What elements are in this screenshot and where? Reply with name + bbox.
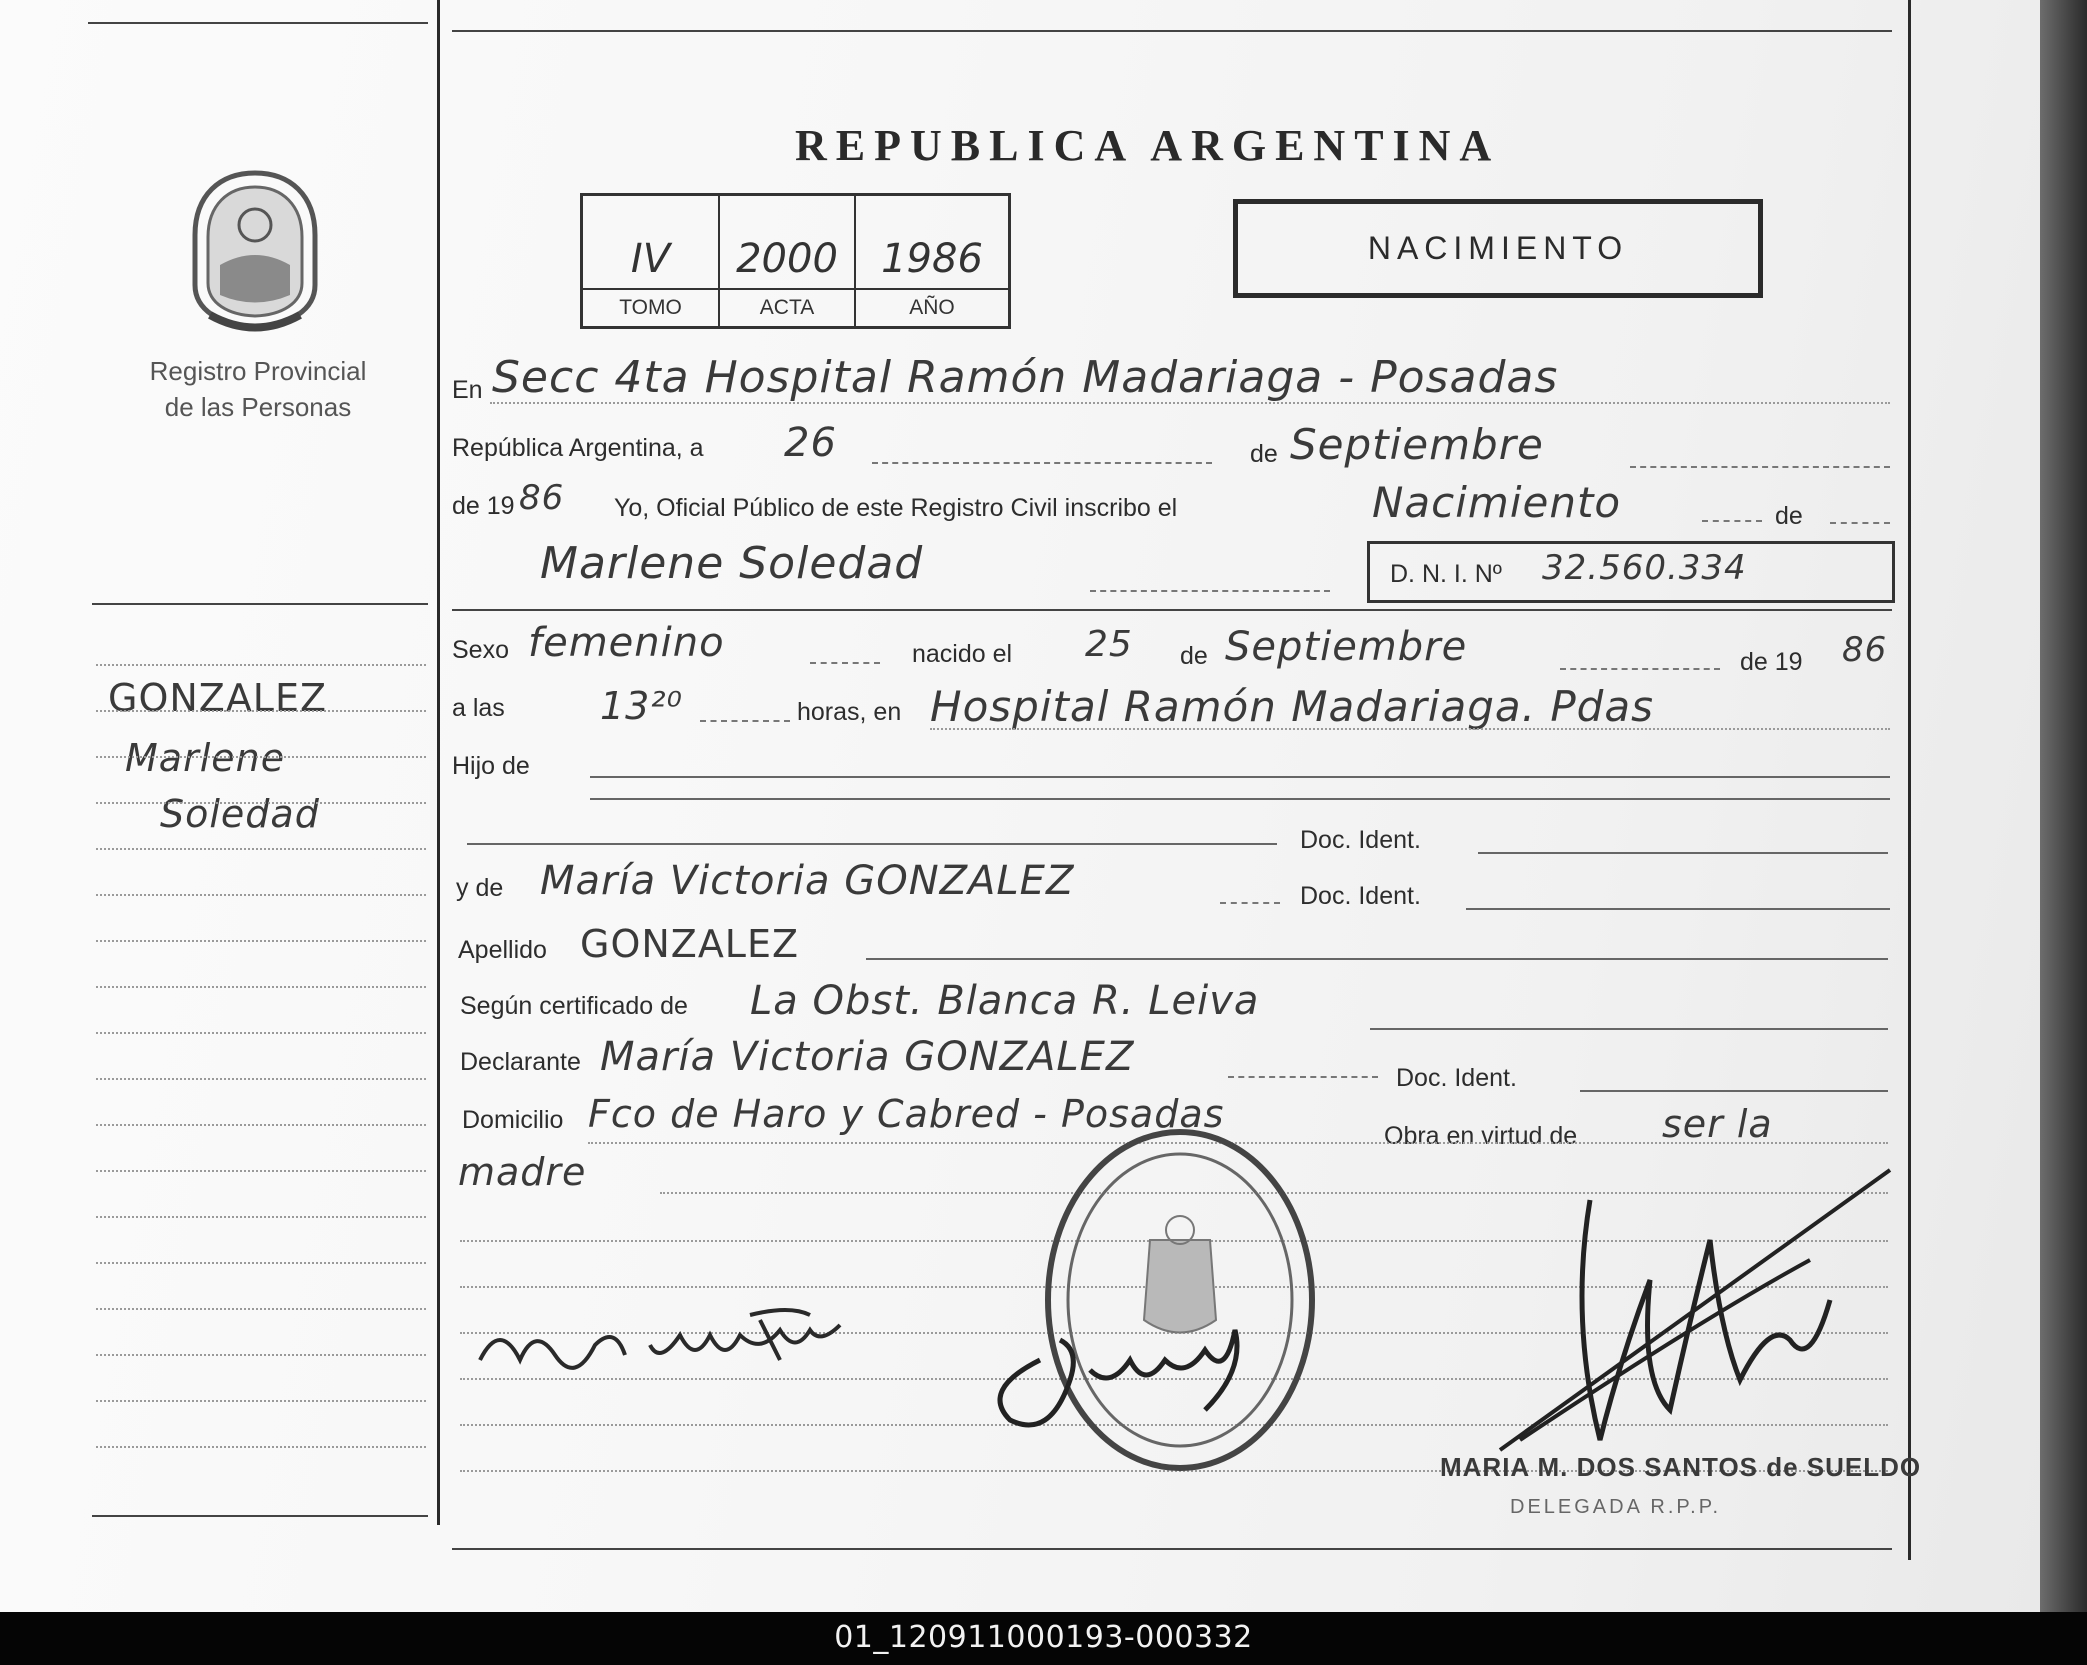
sexo-label: Sexo — [452, 636, 509, 664]
obra-label: Obra en virtud de — [1384, 1122, 1578, 1150]
de-anio-label: de 19 — [452, 492, 515, 520]
madre-value: María Victoria GONZALEZ — [540, 858, 1075, 904]
yo-oficial-label: Yo, Oficial Público de este Registro Civil inscribo el — [614, 494, 1178, 522]
en-label: En — [452, 376, 483, 404]
virtud-value: ser la — [1662, 1102, 1773, 1146]
margin-middlename: Soledad — [160, 792, 320, 836]
dia-inscripcion-value: 26 — [784, 420, 837, 466]
footer-bar — [0, 1612, 2087, 1665]
dni-value: 32.560.334 — [1542, 548, 1747, 588]
apellido-value: GONZALEZ — [580, 922, 800, 966]
dni-label: D. N. I. Nº — [1390, 560, 1502, 588]
domicilio-value: Fco de Haro y Cabred - Posadas — [588, 1092, 1225, 1136]
apellido-label: Apellido — [458, 936, 547, 964]
sexo-value: femenino — [528, 620, 725, 666]
de-nombre-label: de — [1775, 502, 1803, 530]
page-edge-shadow — [2040, 0, 2087, 1612]
mes-nacimiento-value: Septiembre — [1225, 624, 1468, 670]
bottom-rule-right — [452, 1548, 1892, 1550]
hora-value: 13²⁰ — [600, 684, 683, 728]
certificado-value: La Obst. Blanca R. Leiva — [750, 978, 1260, 1024]
dia-nacimiento-value: 25 — [1085, 624, 1133, 665]
acta-label: ACTA — [759, 296, 815, 319]
horas-en-label: horas, en — [797, 698, 902, 726]
anio-nacimiento-value: 86 — [1842, 630, 1888, 670]
lugar-nacimiento-value: Hospital Ramón Madariaga. Pdas — [930, 682, 1654, 731]
de-19-nac-label: de 19 — [1740, 648, 1803, 676]
office-line-1: Registro Provincial — [149, 356, 367, 386]
anio-inscripcion-value: 86 — [519, 478, 565, 518]
anio-value: 1986 — [881, 236, 983, 282]
hijo-de-label: Hijo de — [452, 752, 530, 780]
anio-label: AÑO — [909, 296, 955, 319]
margin-surname: GONZALEZ — [108, 676, 328, 720]
tomo-label: TOMO — [619, 296, 682, 319]
nombre-value: Marlene Soledad — [540, 538, 924, 589]
country-title: REPUBLICA ARGENTINA — [795, 121, 1501, 170]
de-mes-nac-label: de — [1180, 642, 1208, 670]
virtud-cont-value: madre — [458, 1150, 587, 1194]
segun-label: Según certificado de — [460, 992, 688, 1020]
nacido-el-label: nacido el — [912, 640, 1013, 668]
margin-firstname: Marlene — [125, 736, 286, 780]
office-line-2: de las Personas — [164, 392, 352, 422]
footer-document-code: 01_120911000193-000332 — [834, 1620, 1253, 1655]
republica-label: República Argentina, a — [452, 434, 704, 462]
de-mes-label: de — [1250, 440, 1278, 468]
y-de-label: y de — [456, 874, 504, 902]
record-type-label: NACIMIENTO — [1367, 230, 1629, 266]
a-las-label: a las — [452, 694, 505, 722]
lugar-value: Secc 4ta Hospital Ramón Madariaga - Posadas — [492, 352, 1559, 403]
madre-doc-ident-label: Doc. Ident. — [1300, 882, 1421, 910]
acto-value: Nacimiento — [1372, 478, 1622, 527]
declarante-doc-ident-label: Doc. Ident. — [1396, 1064, 1517, 1092]
declarante-value: María Victoria GONZALEZ — [600, 1034, 1135, 1080]
mes-inscripcion-value: Septiembre — [1290, 420, 1544, 469]
officer-stamp-name: MARIA M. DOS SANTOS de SUELDO — [1440, 1452, 1922, 1482]
declarante-label: Declarante — [460, 1048, 581, 1076]
domicilio-label: Domicilio — [462, 1106, 564, 1134]
acta-value: 2000 — [736, 236, 838, 282]
officer-stamp-title: DELEGADA R.P.P. — [1510, 1496, 1722, 1518]
tomo-value: IV — [630, 236, 671, 282]
padre-doc-ident-label: Doc. Ident. — [1300, 826, 1421, 854]
bottom-rule-left — [92, 1515, 428, 1517]
